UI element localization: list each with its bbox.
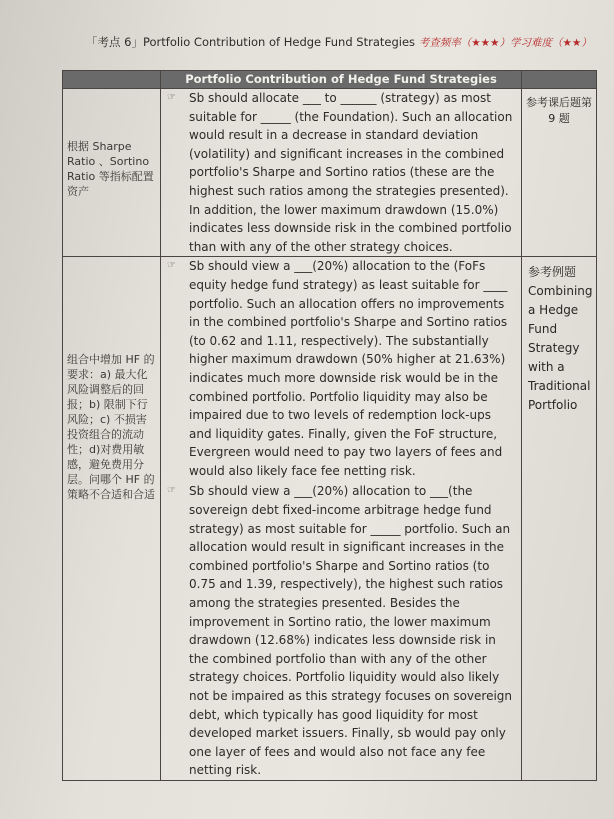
item-text: Sb should allocate ___ to ______ (strategy) as most suitable for _____ (the Foundation). Such an allocation would result in a decrease in standard deviation (volatility) and significant increases in the combined portfolio's Sharpe and Sortino ratios (these are the highest such ratios among the strategies presented). In addition, the lower maximum drawdown (15.0%) indicates less downside risk in the combined portfolio than with any of the other strategy choices.	[189, 91, 513, 254]
table-header-row	[63, 71, 597, 89]
item-text: Sb should view a ___(20%) allocation to the (FoFs equity hedge fund strategy) as least suitable for ____ portfolio. Such an allocation offers no improvements in the combined portfolio's Sharpe and Sortino ratios (to 0.62 and 1.11, respectively). The substantially higher maximum drawdown (50% higher at 21.63%) indicates much more downside risk would be in the combined portfolio. Portfolio liquidity may also be impaired due to two levels of redemption lock-ups and liquidity gates. Finally, given the FoF structure, Evergreen would need to pay two layers of fees and would also likely face fee netting risk.	[189, 259, 508, 478]
row-topic: 组合中增加 HF 的要求：a) 最大化风险调整后的回报；b) 限制下行风险；c) 不损害投资组合的流动性；d)对费用敏感，避免费用分层。问哪个 HF 的策略不合适和合适	[63, 257, 161, 781]
section-title: 「考点 6」Portfolio Contribution of Hedge Fund Strategies	[86, 35, 416, 49]
section-heading	[86, 34, 606, 51]
row-content	[161, 89, 522, 257]
pointing-hand-icon: ☞	[167, 92, 176, 103]
list-item	[167, 257, 517, 480]
table-heading: Portfolio Contribution of Hedge Fund Strategies	[161, 71, 522, 89]
row-reference: 参考例题 Combining a Hedge Fund Strategy with a Traditional Portfolio	[522, 257, 597, 781]
difficulty-rating: 考查频率（★★★）学习难度（★★）	[418, 37, 592, 49]
table-row	[63, 89, 597, 257]
pointing-hand-icon: ☞	[167, 260, 176, 272]
strategy-table	[62, 70, 597, 781]
pointing-hand-icon: ☞	[167, 485, 176, 497]
list-item	[167, 89, 517, 256]
row-topic: 根据 Sharpe Ratio 、Sortino Ratio 等指标配置资产	[63, 89, 161, 257]
table-row	[63, 257, 597, 781]
row-reference: 参考课后题第 9 题	[522, 89, 597, 257]
row-content	[161, 257, 522, 781]
item-text: Sb should view a ___(20%) allocation to ___(the sovereign debt fixed-income arbitrage hedge fund strategy) as most suitable for _____ portfolio. Such an allocation would result in significant increases in the combined portfolio's Sharpe and Sortino ratios (to 0.75 and 1.39, respectively), the highest such ratios among the strategies presented. Besides the improvement in Sortino ratio, the lower maximum drawdown (12.68%) indicates less downside risk in the combined portfolio than with any of the other strategy choices. Portfolio liquidity would also likely not be impaired as this strategy focuses on sovereign debt, which typically has good liquidity for most developed market issuers. Finally, sb would pay only one layer of fees and would also not face any fee netting risk.	[189, 484, 513, 778]
list-item	[167, 482, 517, 780]
